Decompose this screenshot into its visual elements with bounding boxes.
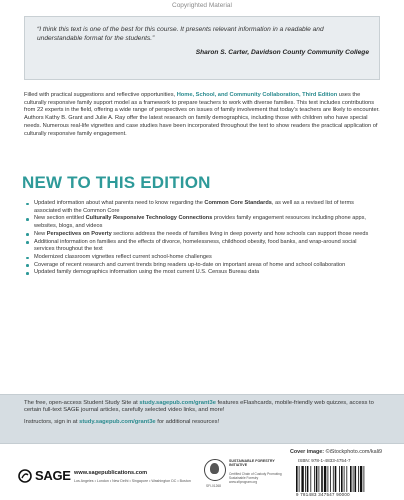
barcode-bar xyxy=(333,466,334,492)
sfi-certification-text: Certified Chain of Custody Promoting Sustainable Forestry www.sfiprogram.org xyxy=(229,472,282,484)
study-site-lead: The free, open-access Student Study Site at xyxy=(24,400,140,406)
barcode-bar xyxy=(330,466,331,492)
sfi-name: SUSTAINABLE FORESTRY INITIATIVE xyxy=(229,459,275,468)
cover-image-credit xyxy=(290,449,382,455)
barcode-bar xyxy=(364,466,365,492)
barcode-bar xyxy=(355,466,357,492)
book-description xyxy=(24,92,382,138)
isbn-barcode xyxy=(296,466,384,492)
feature-text-after: sections address the needs of families living in deep poverty and how schools can support those needs xyxy=(111,230,369,237)
barcode-bar xyxy=(360,466,362,492)
copyright-notice: Copyrighted Material xyxy=(172,2,232,9)
cover-credit-label: Cover image: xyxy=(289,449,325,455)
barcode-bar xyxy=(328,466,329,492)
feature-text-before: New xyxy=(34,230,47,237)
barcode-bar xyxy=(307,466,309,492)
instructor-lead: Instructors, sign in at xyxy=(24,418,80,425)
endorsement-attribution: Sharon S. Carter, Davidson County Community College xyxy=(195,49,369,57)
sfi-code: SFI-01268 xyxy=(206,484,221,488)
bullet-dot-icon xyxy=(26,233,29,236)
description-body: uses the culturally responsive family support model as a framework to prepare teachers to work with diverse families. This text includes contributions from 22 experts in the field, offering a wide range of perspectives on issues of family involvement that today’s teachers are likely to encounter. Authors Kathy B. Grant and Julie A. Ray offer the latest research on family demographics, including those with children who have special needs. Numerous real-life vignettes and case studies have been incorporated throughout the text to show readers the practical application of culturally responsive family engagement. xyxy=(24,92,380,137)
feature-item xyxy=(26,231,378,239)
barcode-bar xyxy=(339,466,340,492)
new-features-list xyxy=(26,200,378,277)
feature-item xyxy=(26,262,378,270)
barcode-bar xyxy=(321,466,323,492)
barcode-bar xyxy=(299,466,300,492)
feature-text-before: Coverage of recent research and current trends bring readers up-to-date on important areas of home and school collaboration xyxy=(34,261,346,268)
feature-text-before: Updated information about what parents need to know regarding the xyxy=(34,200,205,206)
barcode-bar xyxy=(316,466,318,492)
feature-text-before: Modernized classroom vignettes reflect current school-home challenges xyxy=(34,253,212,260)
feature-item xyxy=(26,200,378,215)
bullet-dot-icon xyxy=(26,218,29,221)
sfi-tree-icon xyxy=(204,459,226,481)
instructor-tail: for additional resources! xyxy=(155,418,220,425)
book-title: Home, School, and Community Collaboration, Third Edition xyxy=(176,92,338,98)
barcode-bar xyxy=(346,466,347,492)
feature-item xyxy=(26,215,378,230)
barcode-bar xyxy=(344,466,345,492)
feature-text-bold: Common Core Standards xyxy=(204,200,272,206)
barcode-bar xyxy=(335,466,337,492)
bullet-dot-icon xyxy=(26,257,29,260)
feature-text-before: Updated family demographics information using the most current U.S. Census Bureau data xyxy=(34,269,260,276)
feature-text-bold: Culturally Responsive Technology Connections xyxy=(85,215,213,222)
barcode-bar xyxy=(305,466,306,492)
instructor-site-link[interactable]: study.sagepub.com/grant3e xyxy=(79,418,156,425)
barcode-bar xyxy=(353,466,354,492)
isbn-label: ISBN: 978-1-4833-4754-7 xyxy=(298,458,351,463)
feature-item xyxy=(26,239,378,254)
feature-item xyxy=(26,254,378,262)
endorsement-quote-text: “I think this text is one of the best for this course. It presents relevant information in a readable and understandable format for the students.” xyxy=(37,26,324,42)
sage-logo xyxy=(18,468,71,483)
endorsement-quote-box xyxy=(24,16,380,80)
publisher-website[interactable]: www.sagepublications.com xyxy=(74,470,148,476)
publisher-cities: Los Angeles • London • New Delhi • Singapore • Washington DC • Boston xyxy=(74,479,191,483)
feature-item xyxy=(26,269,378,277)
barcode-bar xyxy=(319,466,320,492)
feature-text-after: provides family engagement resources including phone apps, websites, blogs, and videos xyxy=(34,215,366,230)
barcode-number: 9 781483 347547 90000 xyxy=(296,492,350,497)
barcode-bar xyxy=(341,466,343,492)
feature-text-before: New section entitled xyxy=(34,215,86,222)
barcode-bar xyxy=(314,466,315,492)
study-site-link[interactable]: study.sagepub.com/grant3e xyxy=(139,400,216,406)
study-site-features: features eFlashcards, mobile-friendly web quizzes, access to certain full-text SAGE journal articles, carefully selected video links, and more! xyxy=(24,400,374,414)
feature-text-bold: Perspectives on Poverty xyxy=(46,230,112,237)
feature-text-after: , as well as a revised list of terms associated with the Common Core xyxy=(34,200,354,214)
student-study-site-band xyxy=(0,394,404,444)
instructor-paragraph xyxy=(24,419,380,426)
barcode-bar xyxy=(296,466,298,492)
description-lead: Filled with practical suggestions and reflective opportunities, xyxy=(24,92,177,98)
bullet-dot-icon xyxy=(26,241,29,244)
study-site-paragraph xyxy=(24,400,380,415)
barcode-bar xyxy=(358,466,359,492)
barcode-bar xyxy=(301,466,303,492)
bullet-dot-icon xyxy=(26,272,29,275)
barcode-bar xyxy=(324,466,326,492)
bullet-dot-icon xyxy=(26,264,29,267)
sfi-certification-logo xyxy=(204,456,286,496)
bullet-dot-icon xyxy=(26,203,29,206)
feature-text-before: Additional information on families and the effects of divorce, homelessness, childhood obesity, food banks, and wrap-around social services throughout the text xyxy=(34,238,357,253)
barcode-bar xyxy=(350,466,352,492)
new-edition-heading: NEW TO THIS EDITION xyxy=(22,173,211,192)
cover-credit-value: ©iStockphoto.com/kali9 xyxy=(324,449,382,455)
sage-wordmark: SAGE xyxy=(35,468,71,483)
barcode-bar xyxy=(310,466,311,492)
sage-logo-icon xyxy=(18,469,32,483)
